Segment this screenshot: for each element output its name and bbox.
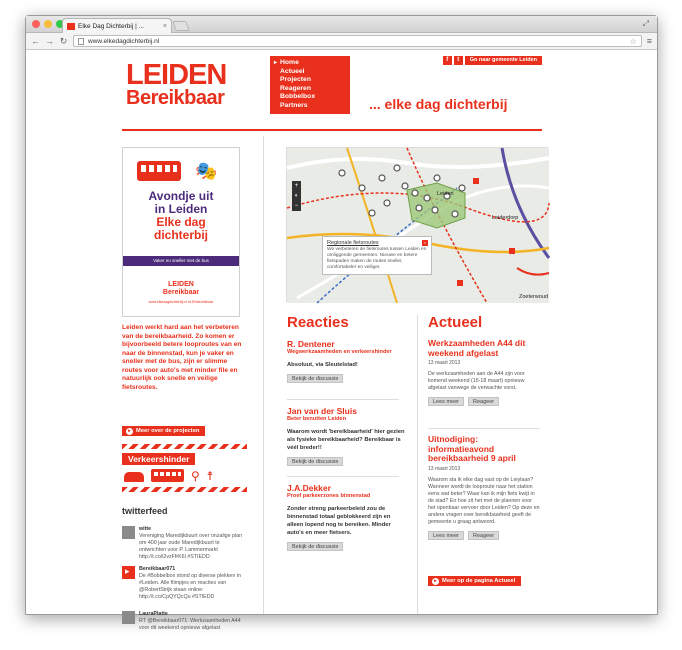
header-links — [443, 56, 542, 65]
theatre-masks-icon: 🎭 — [195, 161, 218, 181]
news-text: De werkzaamheden aan de A44 zijn voor komend weekend (15-18 maart) opnieuw afgelast vanwege de verwachte vorst. — [428, 371, 525, 391]
hazard-stripe-bottom — [122, 487, 247, 492]
meer-actueel-button[interactable] — [428, 576, 521, 586]
promo-line-4: dichterbij — [153, 228, 208, 242]
news-text: Waarom sta ik elke dag vast op de Leiylaan? Wanneer wordt de looproute naar het station eens wat beter? Waar kan ik mijn fiets kwijt in de stad? En hoe zit het met de plannen voor het openbaar vervoer door Leiden? Op deze en andere vragen over bereikbaarheid geeft de gemeente u graag antwoord. — [428, 476, 540, 525]
lees-meer-button[interactable]: Lees meer — [428, 531, 464, 540]
nav-item-home[interactable]: ▸ Home — [280, 59, 344, 68]
tweet-author[interactable]: witte — [139, 526, 152, 532]
tweet-text: RT @Bereikbaar071: Werkzaamheden A44 voor dit weekend opnieuw afgelast — [139, 618, 241, 631]
promo-logo — [123, 281, 239, 297]
reactie-text: Absoluut, via Sleutelstad! — [287, 362, 358, 368]
main-navigation — [270, 56, 350, 114]
map-popup — [322, 236, 432, 275]
column-divider-right — [417, 315, 418, 614]
promo-logo-top: LEIDEN — [168, 281, 194, 288]
tagline: ... elke dag dichterbij — [369, 96, 508, 112]
separator — [428, 428, 540, 429]
pedestrian-icon: ☨ — [206, 469, 214, 483]
map[interactable] — [286, 147, 548, 302]
nav-item-partners[interactable]: Partners — [280, 101, 308, 109]
fullscreen-icon[interactable]: ⤢ — [642, 19, 649, 28]
avatar[interactable] — [122, 611, 135, 624]
bekijk-discussie-button[interactable]: Bekijk de discussie — [287, 457, 343, 466]
page-content — [122, 51, 549, 631]
reactie-item — [287, 339, 407, 383]
separator — [287, 476, 399, 477]
tweet-author[interactable]: Bereikbaar071 — [139, 566, 176, 572]
promo-logo-bottom: Bereikbaar — [162, 289, 200, 296]
promo-line-3: Elke dag — [156, 215, 206, 229]
reageer-button[interactable]: Reageer — [468, 397, 499, 406]
promo-line-2: in Leiden — [154, 202, 208, 216]
column-divider-left — [263, 136, 264, 614]
tweet-item — [122, 526, 247, 561]
gemeente-leiden-button[interactable]: Go naar gemeente Leiden — [465, 56, 542, 65]
forward-arrow-icon[interactable]: → — [45, 35, 54, 46]
hazard-stripe-top — [122, 444, 247, 449]
map-label-leiden: Leiden — [437, 191, 454, 197]
popup-close-icon[interactable]: × — [423, 240, 427, 245]
map-zoom-control[interactable]: + ◐ − — [292, 181, 301, 211]
web-page — [26, 51, 657, 631]
tweet-text: Vereniging Maredijkbuurt over onzalige plan om 400 jaar oude Maredijkbuurt te ontwrichten voor P. Lammermarkt http://t.co/i2vzFfrK6l #STIEDD — [139, 533, 243, 560]
tweet-author[interactable]: LauraPlatte — [139, 611, 168, 617]
map-label-leiderdorp: Leiderdorp — [492, 215, 519, 221]
tweet-item — [122, 566, 247, 601]
reactie-text: Waarom wordt 'bereikbaarheid' hier gezien als fysieke bereikbaarheid? Bereikbaar is véél breder!! — [287, 429, 405, 451]
nav-item-bobbelbox[interactable]: Bobbelbox — [280, 93, 316, 100]
reload-icon[interactable]: ↻ — [59, 35, 68, 46]
reactie-subject[interactable]: Wegwerkzaamheden en verkeershinder — [287, 349, 392, 355]
news-item — [428, 339, 540, 406]
arrow-right-icon: ▸ — [432, 578, 439, 585]
map-label-zoeterwoude: Zoeterwoud — [519, 294, 549, 300]
address-bar[interactable] — [73, 35, 642, 47]
site-logo[interactable] — [126, 59, 227, 109]
page-icon — [78, 38, 84, 45]
window-controls — [32, 20, 64, 28]
news-date: 13 maart 2013 — [428, 465, 461, 472]
reactie-subject[interactable]: Beter benutten Leiden — [287, 416, 347, 422]
logo-bottom-text: Bereikbaar — [126, 87, 225, 109]
logo-top-text: LEIDEN — [126, 59, 227, 91]
news-item — [428, 435, 540, 540]
reactie-author: J.A.Dekker — [287, 483, 331, 493]
arrow-right-icon: ▸ — [126, 428, 133, 435]
map-popup-text: We verbeteren de fietsroutes tussen Leiden en omliggende gemeenten. Nieuwe en betere fietspaden maken de routes sneller, comfortabeler en veiliger. — [327, 247, 427, 270]
separator — [287, 399, 399, 400]
reacties-heading: Reacties — [287, 314, 349, 331]
tweet-item — [122, 611, 247, 632]
tab-title: Elke Dag Dichterbij | ... — [78, 22, 144, 30]
bookmark-star-icon[interactable]: ☆ — [629, 36, 637, 46]
promo-url: www.elkedagdichterbij.nl #LDNbereikbaar — [148, 300, 214, 304]
bus-icon — [137, 161, 181, 181]
reageer-button[interactable]: Reageer — [468, 531, 499, 540]
reactie-item — [287, 406, 407, 466]
meer-projecten-label: Meer over de projecten — [136, 428, 200, 434]
news-title[interactable]: Uitnodiging: informatieavond bereikbaarheid 9 april — [428, 434, 516, 463]
bicycle-icon: ⚲ — [191, 469, 200, 483]
meer-projecten-button[interactable] — [122, 426, 205, 436]
lees-meer-button[interactable]: Lees meer — [428, 397, 464, 406]
nav-item-reageren[interactable]: Reageren — [280, 84, 311, 92]
map-graphic — [287, 148, 549, 303]
browser-toolbar — [26, 33, 657, 50]
promo-stripe: Vaker en sneller met de bus — [123, 256, 239, 266]
avatar[interactable] — [122, 526, 135, 539]
browser-window — [25, 15, 658, 631]
news-title[interactable]: Werkzaamheden A44 dit weekend afgelast — [428, 338, 526, 358]
tweet-text: De #Bobbelbox stond op diverse plekken in #Leiden. Alle filmpjes en reacties van @RobertStrijk staan online: http://t.co/CpQYQcQu #STIEDD — [139, 573, 241, 600]
header-divider — [122, 129, 542, 131]
promo-line-1: Avondje uit — [148, 189, 214, 203]
new-tab-button[interactable] — [172, 21, 190, 31]
verkeershinder-heading[interactable]: Verkeershinder — [122, 453, 195, 465]
back-arrow-icon[interactable]: ← — [31, 35, 40, 46]
twitterfeed-heading: twitterfeed — [122, 506, 168, 516]
news-date: 13 maart 2013 — [428, 360, 461, 366]
actueel-heading: Actueel — [428, 314, 483, 331]
favicon-icon — [67, 23, 75, 30]
intro-text: Leiden werkt hard aan het verbeteren van de bereikbaarheid. Zo komen er bijvoorbeeld betere looproutes van en naar de binnenstad, kun je vaker en sneller met de bus, zijn er slimme routes voor auto's met minder file en natuurlijk ook snelle en veilige fietsroutes. — [122, 324, 242, 391]
reactie-subject[interactable]: Proef parkeerzones binnenstad — [287, 493, 371, 499]
map-popup-title[interactable]: Regionale fietsroutes — [327, 240, 379, 246]
reactie-author: Jan van der Sluis — [287, 406, 357, 416]
avatar[interactable] — [122, 566, 135, 579]
bus-icon — [151, 469, 184, 482]
vehicle-icons — [124, 469, 213, 482]
close-window-button[interactable] — [32, 20, 40, 28]
twitter-icon[interactable]: t — [454, 56, 463, 65]
reactie-item — [287, 483, 407, 551]
meer-actueel-label: Meer op de pagina Actueel — [442, 578, 516, 584]
car-icon — [124, 472, 144, 482]
menu-icon[interactable]: ≡ — [646, 36, 652, 46]
tab-close-icon[interactable]: × — [162, 22, 167, 30]
bekijk-discussie-button[interactable]: Bekijk de discussie — [287, 542, 343, 551]
bekijk-discussie-button[interactable]: Bekijk de discussie — [287, 374, 343, 383]
nav-item-projecten[interactable]: Projecten — [280, 76, 311, 83]
url-text: www.elkedagdichterbij.nl — [88, 37, 160, 45]
nav-item-actueel[interactable]: Actueel — [280, 67, 305, 75]
facebook-icon[interactable]: f — [443, 56, 452, 65]
reactie-text: Zonder streng parkeerbeleid zou de binnenstad totaal geblokkeerd zijn en alleen lopend nog te bereiken. Minder auto's en meer fietsers. — [287, 506, 391, 536]
promo-banner[interactable] — [122, 147, 240, 317]
promo-title — [127, 190, 235, 242]
title-bar — [26, 16, 657, 33]
reactie-author: R. Dentener — [287, 339, 335, 349]
minimize-window-button[interactable] — [44, 20, 52, 28]
browser-tab[interactable] — [62, 18, 172, 33]
